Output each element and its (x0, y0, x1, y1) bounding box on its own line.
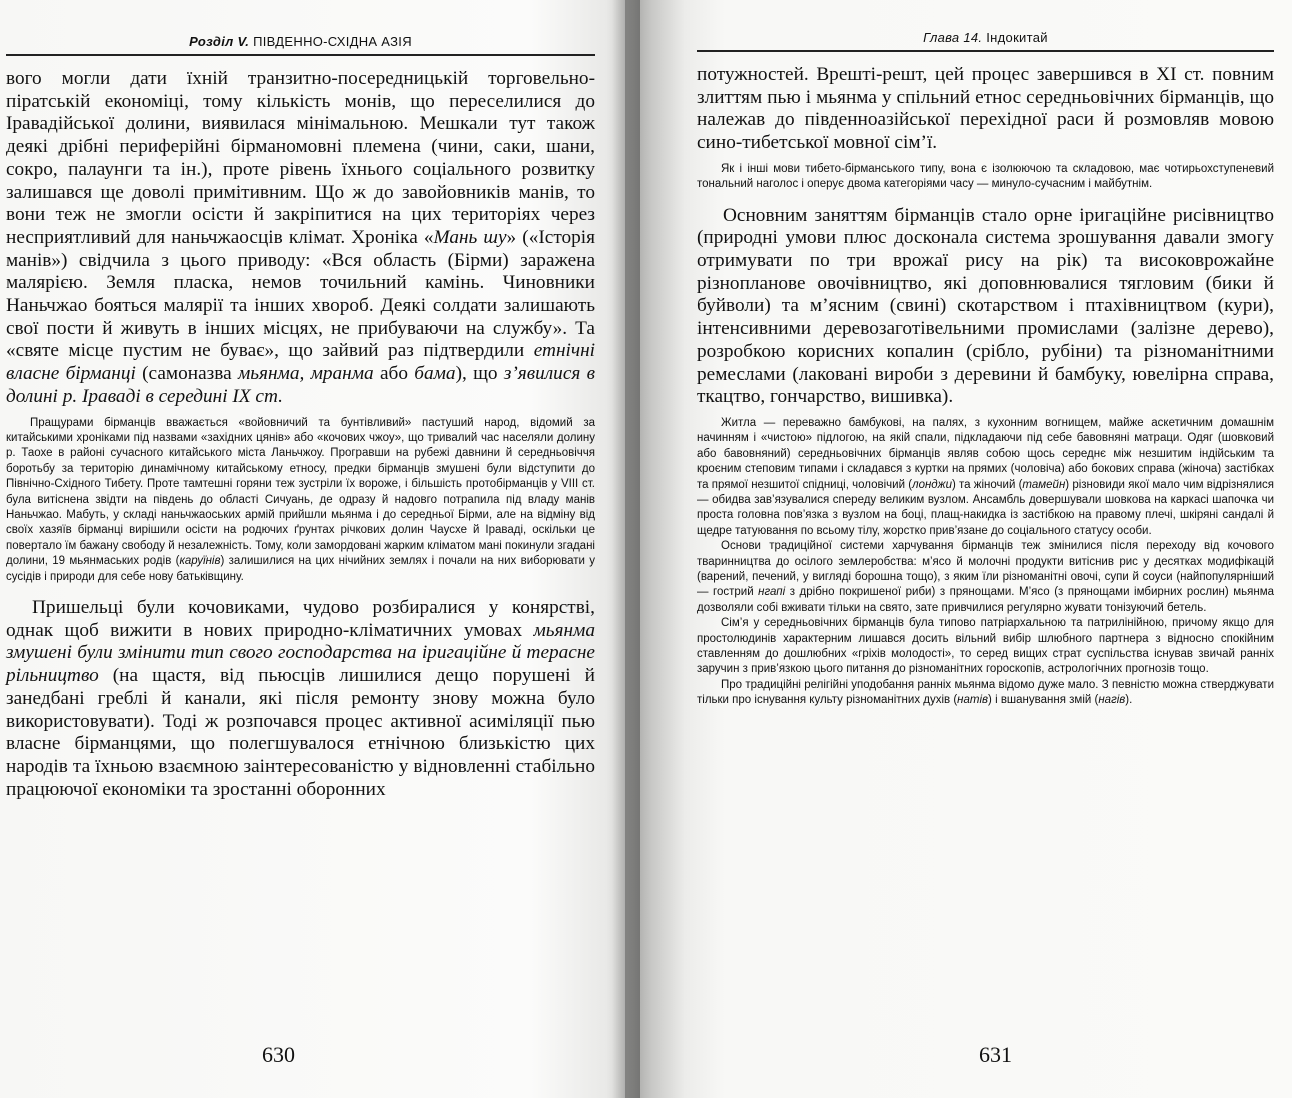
text-run: ) та жіночий ( (951, 478, 1023, 491)
text-run: Пращурами бірманців вважається «войовничий та бунтівливий» пастуший народ, відомий за китайськими хроніками під назвами «західних цянів» або «кочових чжоу», що тривалий час населяли долину р. Таохе в районі сучасного китайського міста Ланьчжоу. Програвши на рубежі давнини й середньовіччя боротьбу за територію динамічному китайському етносу, предки бірманців змушені були відступити до Північно-Східного Тибету. Проте тамтешні горяни теж зустріли їх вороже, і більшість протобірманців у VIII ст. була витіснена звідти на південь до області Сичуань, де одразу й надовго потрапила під владу манів Наньчжао. Мабуть, у складі наньчжаоських армій прийшли мьянма і до середньої Бірми, але на відміну від своїх хазяїв бірманці вирішили осісти на родючих ґрунтах річкових долин Чаусхе й Іраваді, оскільки це повертало їм бажану свободу й незалежність. Тому, коли замордовані жарким кліматом мані покинули згадані долини, 19 мьянмаських родів ( (6, 416, 595, 568)
paragraph (697, 205, 1274, 409)
text-run: ) і вшанування змій ( (988, 694, 1099, 707)
text-run: Пришельці були кочовиками, чудово розбиралися у конярстві, однак щоб вижити в нових природно-кліматичних умовах (6, 597, 595, 641)
text-run: потужностей. Врешті-решт, цей процес завершився в XI ст. повним злиттям пью і мьянма у спільний етнос середньовічних бірманців, що належав до південноазійської перехідної раси й розмовляв мовою сино-тибетської мовної сім’ї. (697, 64, 1274, 154)
paragraph (6, 597, 595, 801)
italic-run: мьянма, мранма (237, 363, 374, 385)
text-run: ) різновиди якої мало чим відрізнялися — обидва зав’язувалися спереду великим вузлом. Ансамбль довершували шовкова на каркасі шапочка чи проста головна пов’язка з вузлом на боці, плащ-накидка із застібкою на правому плечі, шкіряні сандалі й щедре татуювання по всьому тілу, жорстко прив’язане до соціального статусу особи. (697, 478, 1274, 537)
italic-run: натів (957, 694, 989, 707)
text-run: ) залишилися на цих нічийних землях і почали на них виборювати у сусідів і природи для себе нову батьківщину. (6, 555, 595, 583)
italic-run: етнічні власне бірманці (6, 340, 595, 385)
chapter-label: Глава 14. (923, 30, 983, 45)
italic-run: з’явилися в долині р. Іраваді в середині IX ст. (6, 363, 595, 407)
text-run: » («Історія манів») свідчила з цього приводу: «Вся область (Бірми) заражена малярією. Земля пласка, немов точильний камінь. Чиновники Наньчжао бояться малярії та інших хвороб. Деякі солдати залишають свої пости й живуть в інших місцях, не прибуваючи на службу». Та «святе місце пустим не буває», що зайвий раз підтвердили (6, 226, 596, 362)
italic-run: бама (414, 363, 456, 385)
smallprint-paragraph (697, 539, 1274, 616)
italic-run: тамейн (1022, 478, 1066, 491)
smallprint-paragraph (697, 678, 1274, 709)
text-run: Основи традиційної системи харчування бірманців теж змінилися після переходу від кочового тваринництва до осілого землеробства: м’ясо й молочні продукти витіснив рис у десятках модифікацій (варений, печений, у вигляді борошна тощо), з яким їли різноманітні овочі, супи й соуси (найпопулярніший — гострий (697, 540, 1274, 599)
page-number: 631 (979, 1042, 1012, 1067)
italic-run: Мань шу (433, 226, 507, 248)
text-run: або (373, 363, 415, 385)
text-run: вого могли дати їхній транзитно-посередницькій торговельно-піратській економіці, тому кількість монів, що переселилися до Іравадійської долини, виявилася мінімальною. Мешкали тут також деякі дрібні периферійні бірманомовні племена (чини, саки, шани, сокро, палаунги та ін.), проте рівень їхнього соціального розвитку залишався ще доволі примітивним. Що ж до завойовників манів, то вони теж не змогли осісти й закріпитися на цих територіях через несприятливий для наньчжаосців клімат. Хроніка « (6, 68, 595, 248)
paragraph (6, 68, 595, 409)
italic-run: нгапі (758, 586, 786, 599)
left-page (0, 0, 625, 1098)
text-run: з дрібно покришеної риби) з прянощами. М’ясо (з прянощами імбирних рослин) мьянма дозволяли собі вживати тільки на свято, зате привчилися регулярно жувати тонізуючий бетель. (697, 586, 1274, 614)
right-page (625, 0, 1292, 1098)
section-label: Розділ V. (189, 34, 250, 49)
text-run: ). (1125, 694, 1133, 707)
italic-run: нагів (1098, 694, 1126, 707)
italic-run: лонджи (912, 478, 952, 491)
text-run: Житла — переважно бамбукові, на палях, з кухонним вогнищем, майже аскетичним домашнім начинням і «чистою» підлогою, на якій спали, підкладаючи під себе бавовняні матраци. Одяг (шовковий або бавовняний) середньовічних бірманців являв собою щось середнє між незшитим індійським та кроєним степовим типами і складався з куртки на прямих (чоловіча) або бокових справа (жіноча) застібках та прямої незшитої спідниці, чоловічий ( (697, 416, 1274, 491)
running-head-right (697, 30, 1274, 52)
text-run: Сім’я у середньовічних бірманців була типово патріархальною та патрилінійною, причому якщо для простолюдинів характерним лишався досить вільний вибір шлюбного партнера з відносно спокійним ставленням до дошлюбних «гріхів молодості», то серед вищих страт суспільства існував звичай ранніх заручин з прив’язкою цього питання до різноманітних гороскопів, астрологічних прогнозів тощо. (697, 617, 1274, 676)
italic-run: каруїнів (179, 555, 221, 568)
text-run: (на щастя, від пьюсців лишилися дещо порушені й занедбані греблі й канали, які після ремонту знову можна було використовувати). Тоді ж розпочався процес активної асиміляції пью власне бірманцями, що полегшувалося етнічною близькістю цих народів та їхньою взаємною заінтересованістю у відновленні стабільно працюючої економіки та зростанні оборонних (6, 665, 595, 800)
smallprint-paragraph (697, 162, 1274, 193)
smallprint-paragraph (697, 416, 1274, 539)
text-run: ), що (455, 363, 504, 385)
text-run: Про традиційні релігійні уподобання ранніх мьянма відомо дуже мало. З певністю можна стверджувати тільки про існування культу різноманітних духів ( (697, 678, 1274, 707)
text-run: Основним заняттям бірманців стало орне іригаційне рисівництво (природні умови плюс досконала система зрошування давали змогу отримувати по три врожаї рису на рік) та високоврожайне різнопланове овочівництво, які доповнювалися тягловим (бики й буйволи) та м’ясним (свині) скотарством і птахівництвом (кури), інтенсивними деревозаготівельними промислами (залізне дерево), розробкою корисних копалин (срібло, рубіни) та різноманітними ремеслами (лаковані вироби з деревини й бамбуку, ювелірна справа, ткацтво, гончарство, вишивка). (697, 204, 1274, 408)
smallprint-paragraph (697, 616, 1274, 678)
smallprint-paragraph (6, 416, 595, 585)
text-run: Як і інші мови тибето-бірманського типу, вона є ізолюючою та складовою, має чотирьохступеневий тональний наголос і оперує двома категоріями часу — минуло-сучасним і майбутнім. (697, 162, 1274, 191)
italic-run: мьянма змушені були змінити тип свого господарства на іригаційне й терасне рільництво (6, 619, 595, 687)
page-number: 630 (262, 1042, 295, 1067)
running-head-left (6, 34, 595, 56)
section-title: ПІВДЕННО-СХІДНА АЗІЯ (253, 34, 412, 49)
paragraph (697, 64, 1274, 155)
text-run: (самоназва (135, 363, 238, 385)
chapter-title: Індокитай (986, 30, 1048, 45)
